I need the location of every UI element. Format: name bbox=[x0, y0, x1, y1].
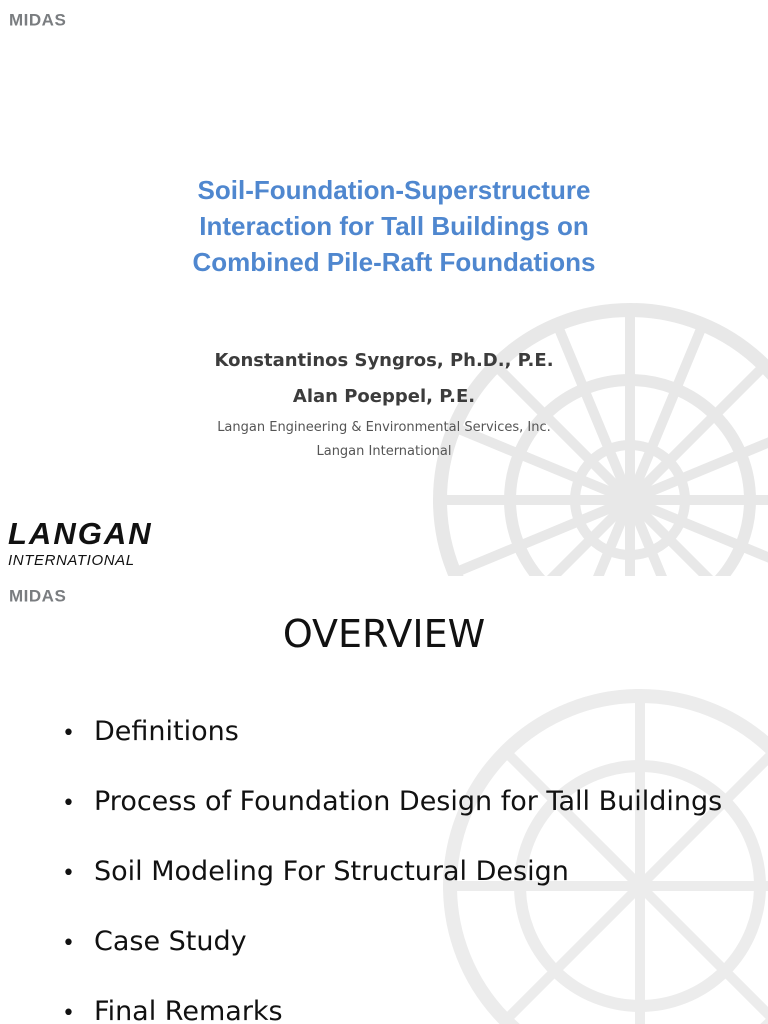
list-item bbox=[62, 996, 722, 1024]
bullet-icon: • bbox=[62, 721, 75, 746]
bullet-icon: • bbox=[62, 1001, 75, 1024]
bullet-text: Final Remarks bbox=[94, 996, 283, 1024]
bullet-text: Process of Foundation Design for Tall Buildings bbox=[94, 786, 723, 817]
list-item bbox=[62, 786, 722, 856]
title-line-2: Interaction for Tall Buildings on bbox=[199, 211, 589, 241]
overview-bullet-list bbox=[62, 716, 722, 1024]
bullet-icon: • bbox=[62, 931, 75, 956]
midas-logo: MIDAS bbox=[9, 11, 67, 30]
midas-logo: MIDAS bbox=[9, 587, 67, 606]
list-item bbox=[62, 716, 722, 786]
bullet-text: Case Study bbox=[94, 926, 247, 957]
presentation-title bbox=[84, 172, 704, 280]
list-item bbox=[62, 926, 722, 996]
bullet-text: Soil Modeling For Structural Design bbox=[94, 856, 569, 887]
author-1: Konstantinos Syngros, Ph.D., P.E. bbox=[214, 350, 554, 371]
overview-slide bbox=[0, 576, 768, 1024]
langan-logo-subtitle: INTERNATIONAL bbox=[8, 552, 135, 569]
bullet-icon: • bbox=[62, 791, 75, 816]
affiliation-1: Langan Engineering & Environmental Services, Inc. bbox=[217, 420, 551, 435]
bullet-text: Definitions bbox=[94, 716, 239, 747]
author-2: Alan Poeppel, P.E. bbox=[292, 386, 476, 407]
title-line-1: Soil-Foundation-Superstructure bbox=[197, 175, 591, 205]
langan-logo-name: LANGAN bbox=[8, 516, 153, 551]
list-item bbox=[62, 856, 722, 926]
bullet-icon: • bbox=[62, 861, 75, 886]
title-line-3: Combined Pile-Raft Foundations bbox=[192, 247, 596, 277]
affiliation-2: Langan International bbox=[316, 444, 452, 459]
slide-heading: OVERVIEW bbox=[282, 612, 486, 656]
